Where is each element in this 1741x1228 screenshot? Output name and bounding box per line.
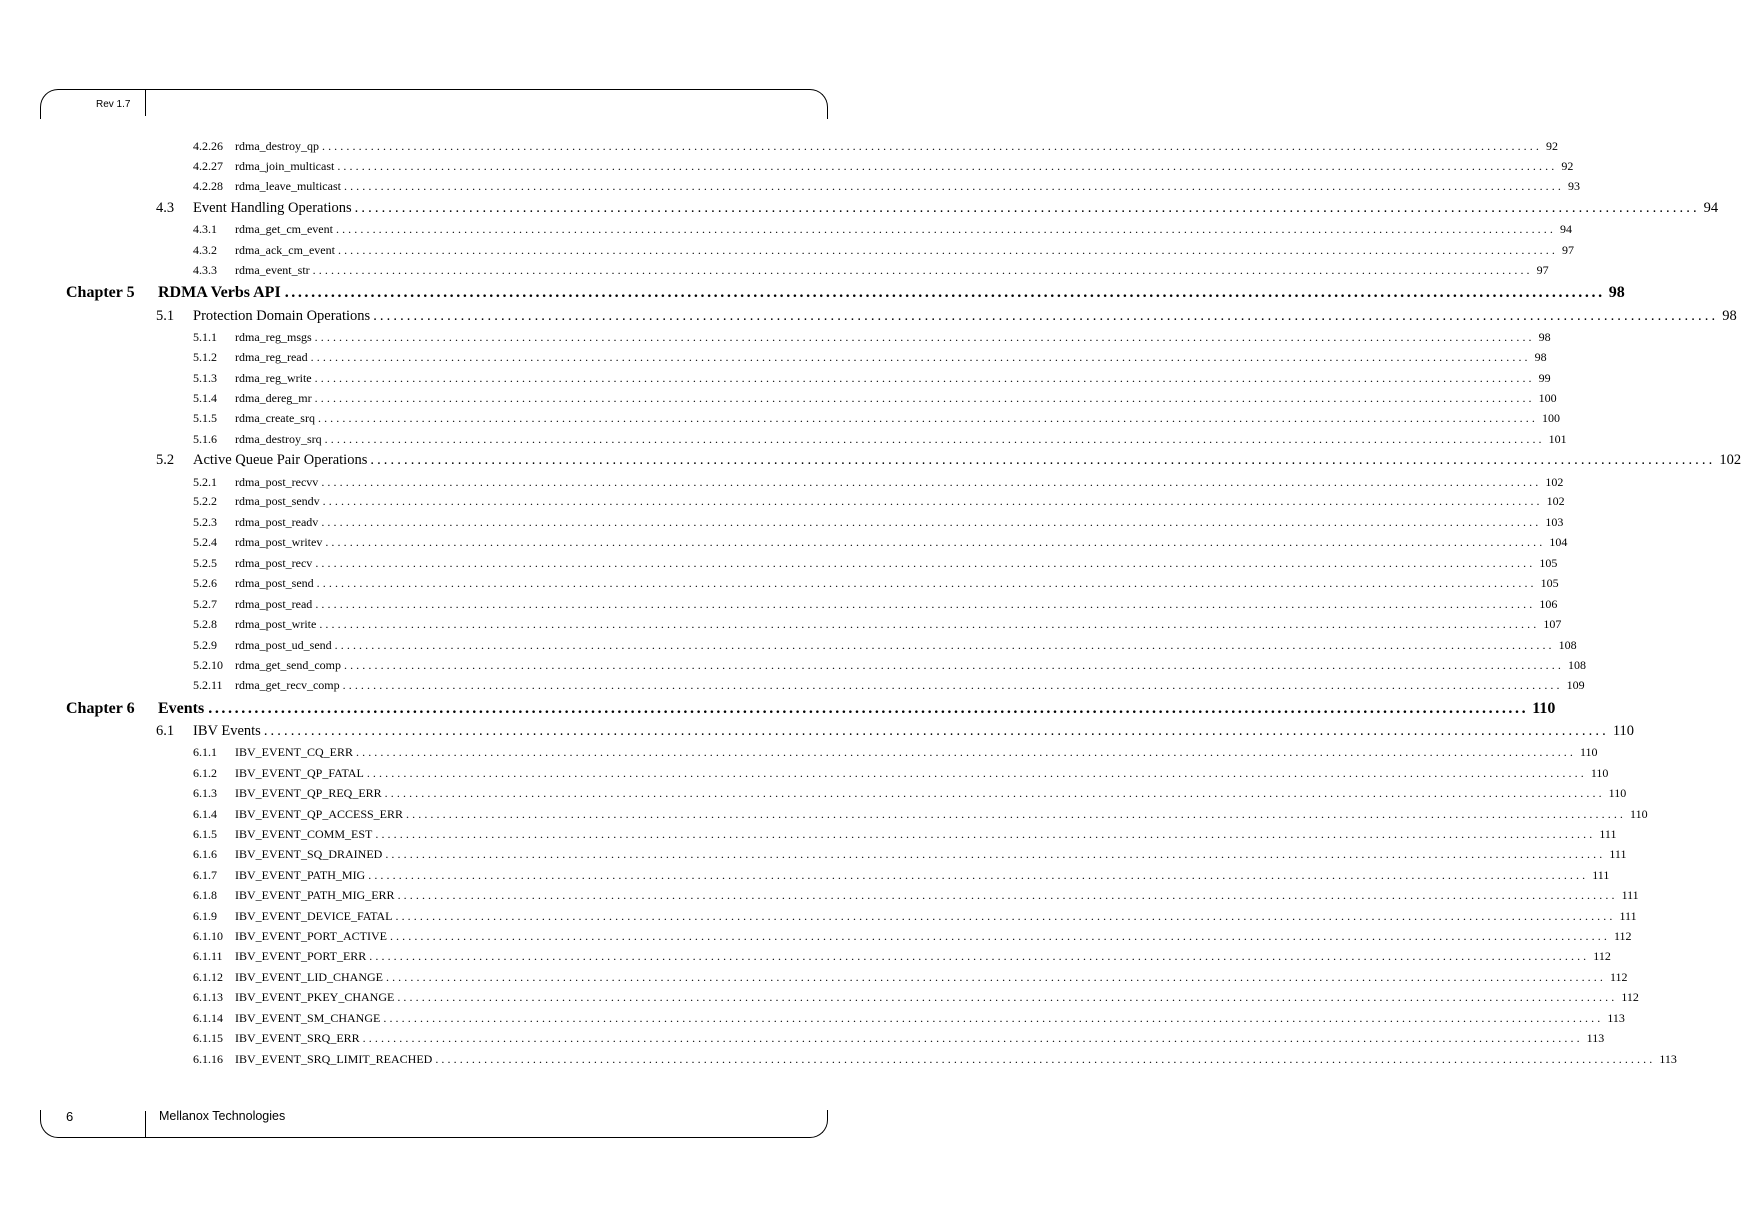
toc-entry-title: rdma_post_writev xyxy=(235,535,323,549)
toc-entry-title: rdma_dereg_mr xyxy=(235,391,312,405)
dot-leader: ........................................................................................................................................................................................................ xyxy=(208,700,1529,717)
toc-entry-page: 110 xyxy=(1590,766,1609,780)
toc-entry-number: 5.2.3 xyxy=(193,515,217,529)
toc-section-row[interactable] xyxy=(156,200,1719,219)
toc-entry-title: rdma_post_ud_send xyxy=(235,638,332,652)
toc-entry-title: IBV_EVENT_QP_ACCESS_ERR xyxy=(235,807,404,821)
toc-entry-number: 5.2.4 xyxy=(193,535,217,549)
toc-entry-page: 100 xyxy=(1538,391,1557,405)
toc-subsection-row[interactable] xyxy=(193,139,1558,155)
toc-entry-page: 112 xyxy=(1621,990,1639,1004)
dot-leader: ........................................................................................................................................................................................................ xyxy=(397,888,1618,902)
toc-subsection-row[interactable] xyxy=(193,658,1586,674)
toc-entry-page: 100 xyxy=(1541,411,1560,425)
dot-leader: ........................................................................................................................................................................................................ xyxy=(321,515,1542,529)
toc-entry-number: Chapter 6 xyxy=(66,700,135,717)
toc-entry-number: 5.2.7 xyxy=(193,597,217,611)
toc-entry-number: Chapter 5 xyxy=(66,284,135,301)
toc-entry-number: 6.1.10 xyxy=(193,929,223,943)
toc-entry-title: IBV_EVENT_LID_CHANGE xyxy=(235,970,383,984)
toc-entry-page: 110 xyxy=(1608,786,1627,800)
toc-entry-number: 6.1.11 xyxy=(193,949,223,963)
toc-entry-page: 102 xyxy=(1545,475,1564,489)
toc-entry-title: rdma_post_sendv xyxy=(235,494,320,508)
toc-entry-title: IBV_EVENT_PKEY_CHANGE xyxy=(235,990,395,1004)
toc-entry-page: 105 xyxy=(1539,556,1558,570)
toc-entry-title: IBV_EVENT_PATH_MIG_ERR xyxy=(235,888,395,902)
toc-entry-title: rdma_leave_multicast xyxy=(235,179,341,193)
dot-leader: ........................................................................................................................................................................................................ xyxy=(356,745,1576,759)
toc-subsection-row[interactable] xyxy=(193,243,1574,259)
toc-subsection-row[interactable] xyxy=(193,990,1639,1006)
dot-leader: ........................................................................................................................................................................................................ xyxy=(321,139,1542,153)
dot-leader: ........................................................................................................................................................................................................ xyxy=(368,868,1589,882)
toc-subsection-row[interactable] xyxy=(193,766,1609,782)
toc-entry-number: 5.1.1 xyxy=(193,330,217,344)
dot-leader: ........................................................................................................................................................................................................ xyxy=(319,617,1540,631)
dot-leader: ........................................................................................................................................................................................................ xyxy=(383,1011,1604,1025)
dot-leader: ........................................................................................................................................................................................................ xyxy=(334,638,1555,652)
toc-subsection-row[interactable] xyxy=(193,1052,1677,1068)
dot-leader: ........................................................................................................................................................................................................ xyxy=(317,411,1538,425)
dot-leader: ........................................................................................................................................................................................................ xyxy=(335,222,1556,236)
revision-label: Rev 1.7 xyxy=(96,99,131,110)
dot-leader: ........................................................................................................................................................................................................ xyxy=(366,766,1587,780)
dot-leader: ........................................................................................................................................................................................................ xyxy=(284,284,1605,301)
toc-entry-number: 6.1.2 xyxy=(193,766,217,780)
toc-entry-page: 113 xyxy=(1586,1031,1605,1045)
toc-entry-page: 98 xyxy=(1608,284,1625,301)
toc-entry-title: IBV_EVENT_SRQ_LIMIT_REACHED xyxy=(235,1052,433,1066)
toc-entry-title: IBV_EVENT_PORT_ERR xyxy=(235,949,367,963)
toc-entry-number: 5.2.2 xyxy=(193,494,217,508)
toc-entry-page: 113 xyxy=(1607,1011,1625,1025)
dot-leader: ........................................................................................................................................................................................................ xyxy=(375,827,1596,841)
dot-leader: ........................................................................................................................................................................................................ xyxy=(325,535,1546,549)
toc-subsection-row[interactable] xyxy=(193,159,1574,175)
toc-subsection-row[interactable] xyxy=(193,949,1611,965)
dot-leader: ........................................................................................................................................................................................................ xyxy=(315,556,1536,570)
toc-subsection-row[interactable] xyxy=(193,970,1628,986)
dot-leader: ........................................................................................................................................................................................................ xyxy=(384,786,1605,800)
toc-entry-page: 111 xyxy=(1599,827,1617,841)
toc-entry-title: rdma_post_recv xyxy=(235,556,313,570)
dot-leader: ........................................................................................................................................................................................................ xyxy=(395,909,1616,923)
toc-entry-title: IBV_EVENT_SM_CHANGE xyxy=(235,1011,381,1025)
dot-leader: ........................................................................................................................................................................................................ xyxy=(389,929,1610,943)
toc-entry-number: 5.1 xyxy=(156,308,175,324)
toc-entry-number: 6.1.13 xyxy=(193,990,223,1004)
toc-entry-page: 110 xyxy=(1630,807,1648,821)
toc-subsection-row[interactable] xyxy=(193,786,1627,802)
dot-leader: ........................................................................................................................................................................................................ xyxy=(324,432,1545,446)
toc-entry-number: 6.1.6 xyxy=(193,847,217,861)
toc-entry-number: 5.2.1 xyxy=(193,475,217,489)
toc-subsection-row[interactable] xyxy=(193,597,1558,613)
dot-leader: ........................................................................................................................................................................................................ xyxy=(369,949,1590,963)
toc-entry-number: 5.1.5 xyxy=(193,411,217,425)
toc-entry-page: 97 xyxy=(1561,243,1574,257)
dot-leader: ........................................................................................................................................................................................................ xyxy=(406,807,1627,821)
toc-entry-page: 94 xyxy=(1559,222,1572,236)
toc-entry-page: 108 xyxy=(1567,658,1586,672)
dot-leader: ........................................................................................................................................................................................................ xyxy=(312,263,1533,277)
toc-entry-title: IBV_EVENT_DEVICE_FATAL xyxy=(235,909,393,923)
toc-entry-title: rdma_event_str xyxy=(235,263,310,277)
toc-entry-page: 110 xyxy=(1532,700,1556,717)
dot-leader: ........................................................................................................................................................................................................ xyxy=(354,200,1700,216)
toc-entry-number: 5.1.3 xyxy=(193,371,217,385)
toc-subsection-row[interactable] xyxy=(193,868,1610,884)
toc-subsection-row[interactable] xyxy=(193,827,1617,843)
toc-entry-page: 108 xyxy=(1558,638,1577,652)
toc-entry-number: 6.1.9 xyxy=(193,909,217,923)
toc-subsection-row[interactable] xyxy=(193,929,1632,945)
toc-entry-number: 5.2.5 xyxy=(193,556,217,570)
toc-entry-page: 102 xyxy=(1546,494,1565,508)
toc-entry-title: rdma_reg_write xyxy=(235,371,312,385)
toc-subsection-row[interactable] xyxy=(193,475,1564,491)
toc-entry-page: 113 xyxy=(1659,1052,1677,1066)
toc-entry-number: 5.2.9 xyxy=(193,638,217,652)
toc-entry-number: 6.1.8 xyxy=(193,888,217,902)
toc-chapter-row[interactable] xyxy=(66,284,1625,305)
toc-entry-title: rdma_post_read xyxy=(235,597,313,611)
toc-entry-title: IBV_EVENT_PORT_ACTIVE xyxy=(235,929,387,943)
toc-entry-page: 111 xyxy=(1621,888,1639,902)
toc-subsection-row[interactable] xyxy=(193,350,1547,366)
toc-entry-page: 112 xyxy=(1609,970,1628,984)
toc-entry-page: 110 xyxy=(1612,723,1635,739)
toc-entry-title: Active Queue Pair Operations xyxy=(193,452,368,468)
footer-divider xyxy=(145,1111,146,1137)
toc-subsection-row[interactable] xyxy=(193,678,1585,694)
page-number: 6 xyxy=(66,1109,74,1124)
toc-entry-title: rdma_join_multicast xyxy=(235,159,335,173)
toc-entry-number: 4.3.2 xyxy=(193,243,217,257)
dot-leader: ........................................................................................................................................................................................................ xyxy=(337,159,1558,173)
toc-section-row[interactable] xyxy=(156,723,1635,742)
toc-subsection-row[interactable] xyxy=(193,411,1560,427)
dot-leader: ........................................................................................................................................................................................................ xyxy=(385,847,1606,861)
toc-entry-page: 101 xyxy=(1548,432,1567,446)
toc-subsection-row[interactable] xyxy=(193,391,1557,407)
dot-leader: ........................................................................................................................................................................................................ xyxy=(362,1031,1583,1045)
toc-entry-title: rdma_ack_cm_event xyxy=(235,243,335,257)
dot-leader: ........................................................................................................................................................................................................ xyxy=(315,597,1536,611)
toc-entry-page: 112 xyxy=(1593,949,1611,963)
toc-entry-title: IBV_EVENT_SRQ_ERR xyxy=(235,1031,360,1045)
toc-entry-title: rdma_get_send_comp xyxy=(235,658,341,672)
toc-entry-number: 5.2.8 xyxy=(193,617,217,631)
toc-entry-number: 5.1.2 xyxy=(193,350,217,364)
toc-entry-title: IBV_EVENT_COMM_EST xyxy=(235,827,373,841)
toc-entry-title: rdma_destroy_srq xyxy=(235,432,322,446)
toc-entry-number: 5.1.4 xyxy=(193,391,217,405)
toc-entry-number: 6.1.14 xyxy=(193,1011,223,1025)
dot-leader: ........................................................................................................................................................................................................ xyxy=(263,723,1609,739)
toc-subsection-row[interactable] xyxy=(193,745,1598,761)
toc-entry-number: 4.2.26 xyxy=(193,139,223,153)
toc-entry-title: Events xyxy=(158,700,205,717)
toc-entry-number: 4.2.27 xyxy=(193,159,223,173)
toc-subsection-row[interactable] xyxy=(193,263,1549,279)
toc-subsection-row[interactable] xyxy=(193,494,1565,510)
toc-entry-number: 5.2.11 xyxy=(193,678,223,692)
dot-leader: ........................................................................................................................................................................................................ xyxy=(343,658,1564,672)
toc-entry-title: rdma_reg_msgs xyxy=(235,330,312,344)
toc-entry-number: 5.2 xyxy=(156,452,175,468)
dot-leader: ........................................................................................................................................................................................................ xyxy=(370,452,1716,468)
toc-entry-number: 6.1.5 xyxy=(193,827,217,841)
toc-entry-title: rdma_reg_read xyxy=(235,350,308,364)
toc-entry-page: 110 xyxy=(1580,745,1598,759)
dot-leader: ........................................................................................................................................................................................................ xyxy=(397,990,1618,1004)
toc-entry-number: 5.1.6 xyxy=(193,432,217,446)
footer-company: Mellanox Technologies xyxy=(159,1109,286,1123)
dot-leader: ........................................................................................................................................................................................................ xyxy=(373,308,1719,324)
toc-entry-title: rdma_get_recv_comp xyxy=(235,678,340,692)
toc-subsection-row[interactable] xyxy=(193,617,1562,633)
toc-entry-title: IBV Events xyxy=(193,723,261,739)
toc-entry-number: 4.3.3 xyxy=(193,263,217,277)
toc-entry-number: 6.1.16 xyxy=(193,1052,223,1066)
toc-entry-page: 98 xyxy=(1538,330,1551,344)
toc-entry-title: rdma_post_recvv xyxy=(235,475,319,489)
toc-subsection-row[interactable] xyxy=(193,807,1648,823)
toc-entry-page: 92 xyxy=(1561,159,1574,173)
toc-entry-number: 6.1.1 xyxy=(193,745,217,759)
toc-entry-number: 5.2.10 xyxy=(193,658,223,672)
dot-leader: ........................................................................................................................................................................................................ xyxy=(321,475,1542,489)
toc-section-row[interactable] xyxy=(156,308,1737,327)
toc-subsection-row[interactable] xyxy=(193,330,1551,346)
toc-subsection-row[interactable] xyxy=(193,222,1572,238)
dot-leader: ........................................................................................................................................................................................................ xyxy=(385,970,1606,984)
toc-entry-title: rdma_post_send xyxy=(235,576,314,590)
toc-entry-page: 92 xyxy=(1545,139,1558,153)
toc-entry-title: IBV_EVENT_QP_FATAL xyxy=(235,766,364,780)
toc-entry-number: 4.3.1 xyxy=(193,222,217,236)
toc-entry-title: Event Handling Operations xyxy=(193,200,352,216)
dot-leader: ........................................................................................................................................................................................................ xyxy=(314,391,1535,405)
toc-entry-page: 103 xyxy=(1545,515,1564,529)
toc-entry-title: IBV_EVENT_PATH_MIG xyxy=(235,868,366,882)
toc-subsection-row[interactable] xyxy=(193,535,1568,551)
toc-subsection-row[interactable] xyxy=(193,847,1627,863)
toc-subsection-row[interactable] xyxy=(193,638,1577,654)
toc-entry-page: 112 xyxy=(1613,929,1632,943)
toc-entry-page: 107 xyxy=(1543,617,1562,631)
dot-leader: ........................................................................................................................................................................................................ xyxy=(310,350,1531,364)
toc-entry-page: 111 xyxy=(1619,909,1637,923)
toc-entry-number: 4.2.28 xyxy=(193,179,223,193)
toc-entry-number: 6.1.12 xyxy=(193,970,223,984)
toc-entry-number: 6.1.3 xyxy=(193,786,217,800)
toc-subsection-row[interactable] xyxy=(193,556,1558,572)
toc-chapter-row[interactable] xyxy=(66,700,1556,721)
toc-entry-title: rdma_post_write xyxy=(235,617,317,631)
toc-entry-title: rdma_destroy_qp xyxy=(235,139,319,153)
dot-leader: ........................................................................................................................................................................................................ xyxy=(342,678,1563,692)
toc-entry-page: 99 xyxy=(1538,371,1551,385)
toc-section-row[interactable] xyxy=(156,452,1741,471)
toc-entry-page: 109 xyxy=(1566,678,1585,692)
toc-subsection-row[interactable] xyxy=(193,909,1637,925)
toc-entry-page: 98 xyxy=(1722,308,1737,324)
toc-entry-number: 6.1.4 xyxy=(193,807,217,821)
toc-subsection-row[interactable] xyxy=(193,1031,1605,1047)
dot-leader: ........................................................................................................................................................................................................ xyxy=(316,576,1537,590)
toc-entry-number: 5.2.6 xyxy=(193,576,217,590)
toc-entry-page: 97 xyxy=(1536,263,1549,277)
toc-entry-number: 6.1 xyxy=(156,723,175,739)
toc-entry-page: 111 xyxy=(1609,847,1627,861)
toc-entry-page: 111 xyxy=(1592,868,1610,882)
toc-entry-page: 93 xyxy=(1567,179,1580,193)
toc-subsection-row[interactable] xyxy=(193,371,1551,387)
toc-entry-title: Protection Domain Operations xyxy=(193,308,371,324)
toc-subsection-row[interactable] xyxy=(193,1011,1625,1027)
toc-entry-page: 105 xyxy=(1540,576,1559,590)
toc-entry-page: 94 xyxy=(1703,200,1719,216)
dot-leader: ........................................................................................................................................................................................................ xyxy=(337,243,1558,257)
toc-subsection-row[interactable] xyxy=(193,515,1564,531)
toc-entry-page: 104 xyxy=(1549,535,1568,549)
toc-entry-number: 6.1.7 xyxy=(193,868,217,882)
toc-entry-page: 102 xyxy=(1719,452,1741,468)
toc-subsection-row[interactable] xyxy=(193,179,1580,195)
toc-entry-number: 4.3 xyxy=(156,200,175,216)
toc-entry-page: 98 xyxy=(1534,350,1547,364)
toc-subsection-row[interactable] xyxy=(193,576,1559,592)
toc-entry-number: 6.1.15 xyxy=(193,1031,223,1045)
toc-entry-title: IBV_EVENT_QP_REQ_ERR xyxy=(235,786,382,800)
dot-leader: ........................................................................................................................................................................................................ xyxy=(435,1052,1656,1066)
toc-entry-title: IBV_EVENT_CQ_ERR xyxy=(235,745,353,759)
toc-entry-page: 106 xyxy=(1539,597,1558,611)
toc-entry-title: RDMA Verbs API xyxy=(158,284,281,301)
dot-leader: ........................................................................................................................................................................................................ xyxy=(314,330,1535,344)
toc-entry-title: rdma_post_readv xyxy=(235,515,319,529)
dot-leader: ........................................................................................................................................................................................................ xyxy=(314,371,1535,385)
toc-subsection-row[interactable] xyxy=(193,888,1639,904)
toc-subsection-row[interactable] xyxy=(193,432,1567,448)
toc-entry-title: IBV_EVENT_SQ_DRAINED xyxy=(235,847,383,861)
dot-leader: ........................................................................................................................................................................................................ xyxy=(322,494,1543,508)
dot-leader: ........................................................................................................................................................................................................ xyxy=(343,179,1564,193)
toc-entry-title: rdma_create_srq xyxy=(235,411,315,425)
toc-entry-title: rdma_get_cm_event xyxy=(235,222,333,236)
